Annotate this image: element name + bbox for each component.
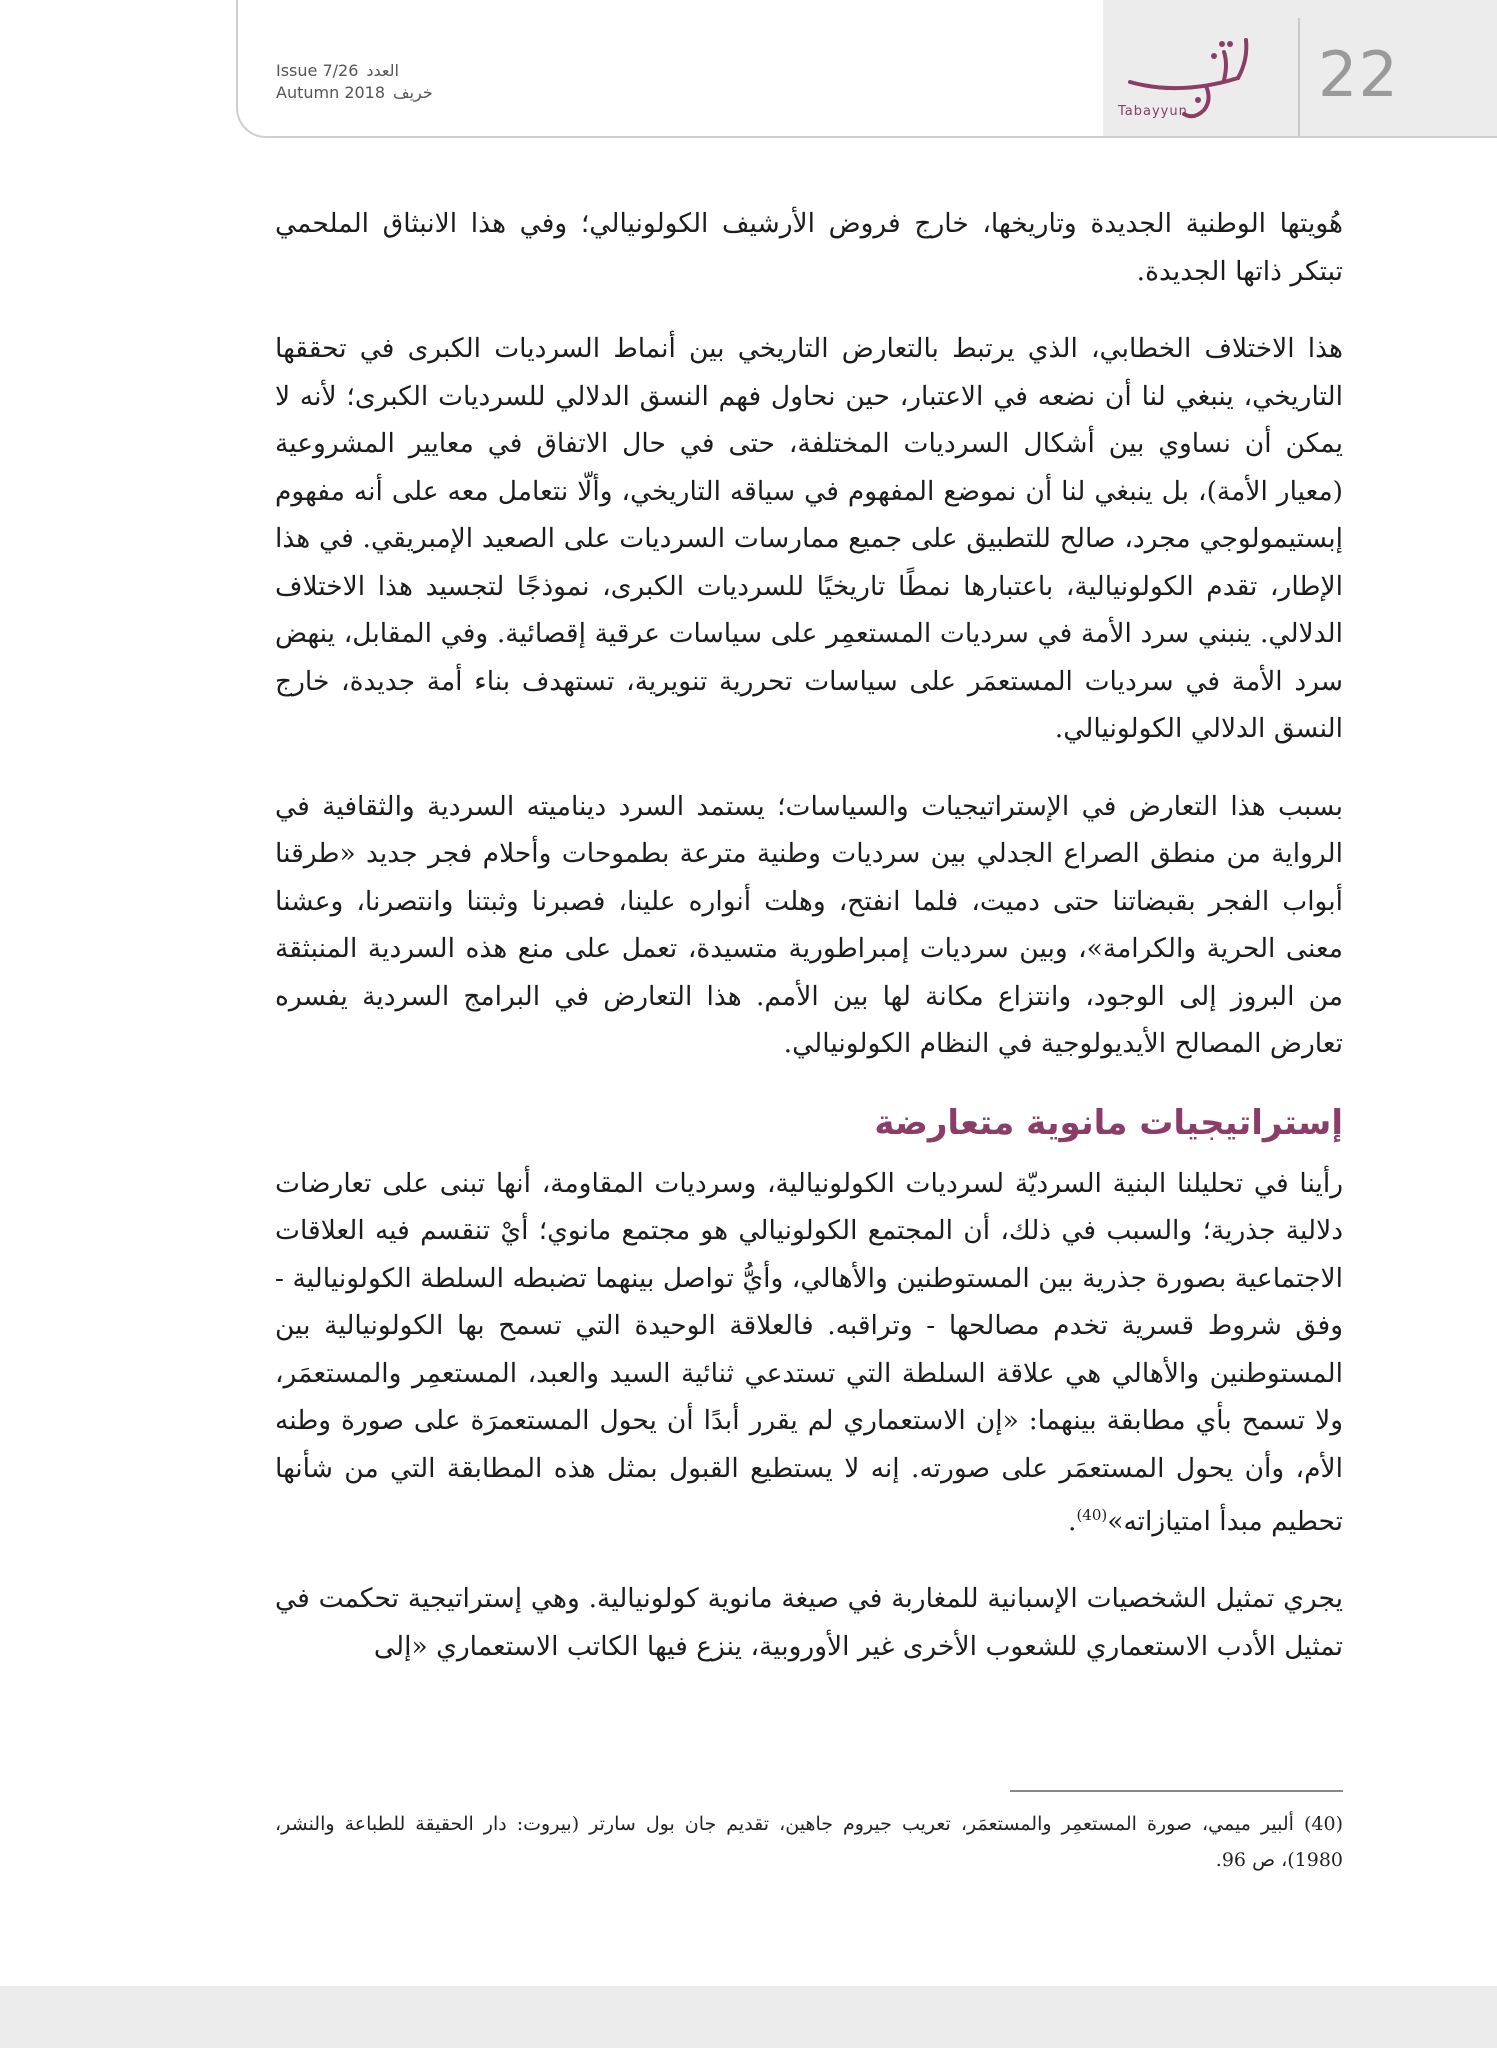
issue-info (276, 60, 476, 104)
paragraph-text: رأينا في تحليلنا البنية السرديّة لسرديات الكولونيالية، وسرديات المقاومة، أنها تبنى على تعارضات دلالية جذرية؛ والسبب في ذلك، أن المجتمع الكولونيالي هو مجتمع مانوي؛ أيْ تنقسم فيه العلاقات الاجتماعية بصورة جذرية بين المستوطنين والأهالي، وأيُّ تواصل بينهما تضبطه السلطة الكولونيالية - وفق شروط قسرية تخدم مصالحها - وتراقبه. فالعلاقة الوحيدة التي تسمح بها الكولونيالية بين المستوطنين والأهالي هي علاقة السلطة التي تستدعي ثنائية السيد والعبد، المستعمِر والمستعمَر، ولا تسمح بأي مطابقة بينهما: «إن الاستعماري لم يقرر أبدًا أن يحول المستعمرَة على صورة وطنه الأم، وأن يحول المستعمَر على صورته. إنه لا يستطيع القبول بمثل هذه المطابقة التي من شأنها تحطيم مبدأ امتيازاته» (275, 1167, 1343, 1537)
footnote-reference[interactable]: (40) (1076, 1506, 1108, 1524)
logo-latin-text: Tabayyun (1118, 104, 1188, 119)
issue-label-ar: العدد (366, 61, 399, 80)
article-body (275, 200, 1343, 1700)
season-label-ar: خريف (393, 83, 433, 102)
section-heading: إستراتيجيات مانوية متعارضة (874, 1102, 1343, 1143)
paragraph: هذا الاختلاف الخطابي، الذي يرتبط بالتعارض التاريخي بين أنماط السرديات الكبرى في تحققها التاريخي، ينبغي لنا أن نضعه في الاعتبار، حين نحاول فهم النسق الدلالي للسرديات الكبرى؛ لأنه لا يمكن أن نساوي بين أشكال السرديات المختلفة، حتى في حال الاتفاق في معايير المشروعية (معيار الأمة)، بل ينبغي لنا أن نموضع المفهوم في سياقه التاريخي، وألّا نتعامل معه على أنه مفهوم إبستيمولوجي مجرد، صالح للتطبيق على جميع ممارسات السرديات على الصعيد الإمبريقي. في هذا الإطار، تقدم الكولونيالية، باعتبارها نمطًا تاريخيًا للسرديات الكبرى، نموذجًا لتجسيد هذا الاختلاف الدلالي. ينبني سرد الأمة في سرديات المستعمِر على سياسات عرقية إقصائية. وفي المقابل، ينهض سرد الأمة في سرديات المستعمَر على سياسات تحررية تنويرية، تستهدف بناء أمة جديدة، خارج النسق الدلالي الكولونيالي. (275, 333, 1343, 744)
footnote: (40) ألبير ميمي، صورة المستعمِر والمستعمَر، تعريب جيروم جاهين، تقديم جان بول سارتر (بيروت: دار الحقيقة للطباعة والنشر، 1980)، ص 96. (275, 1813, 1343, 1871)
season-label: Autumn 2018 (276, 83, 386, 102)
footnote-divider (1010, 1790, 1343, 1792)
paragraph: يجري تمثيل الشخصيات الإسبانية للمغاربة في صيغة مانوية كولونيالية. وهي إستراتيجية تحكمت في تمثيل الأدب الاستعماري للشعوب الأخرى غير الأوروبية، ينزع فيها الكاتب الاستعماري «إلى (275, 1583, 1343, 1662)
paragraph (275, 1160, 1343, 1546)
paragraph: هُويتها الوطنية الجديدة وتاريخها، خارج فروض الأرشيف الكولونيالي؛ وفي هذا الانبثاق الملحمي تبتكر ذاتها الجديدة. (275, 208, 1343, 287)
paragraph-end: . (1068, 1505, 1077, 1537)
issue-label: Issue 7/26 (276, 61, 359, 80)
paragraph: بسبب هذا التعارض في الإستراتيجيات والسياسات؛ يستمد السرد ديناميته السردية والثقافية في الرواية من منطق الصراع الجدلي بين سرديات وطنية مترعة بطموحات وأحلام فجر جديد «طرقنا أبواب الفجر بقبضاتنا حتى دميت، فلما انفتح، وهلت أنواره علينا، فصبرنا وثبتنا وانتصرنا، وعشنا معنى الحرية والكرامة»، وبين سرديات إمبراطورية متسيدة، تعمل على منع هذه السردية المنبثقة من البروز إلى الوجود، وانتزاع مكانة لها بين الأمم. هذا التعارض في البرامج السردية يفسره تعارض المصالح الأيديولوجية في النظام الكولونيالي. (275, 790, 1343, 1059)
header-divider (1298, 18, 1300, 136)
footer-band (0, 1986, 1497, 2048)
page-number: 22 (1318, 38, 1399, 111)
